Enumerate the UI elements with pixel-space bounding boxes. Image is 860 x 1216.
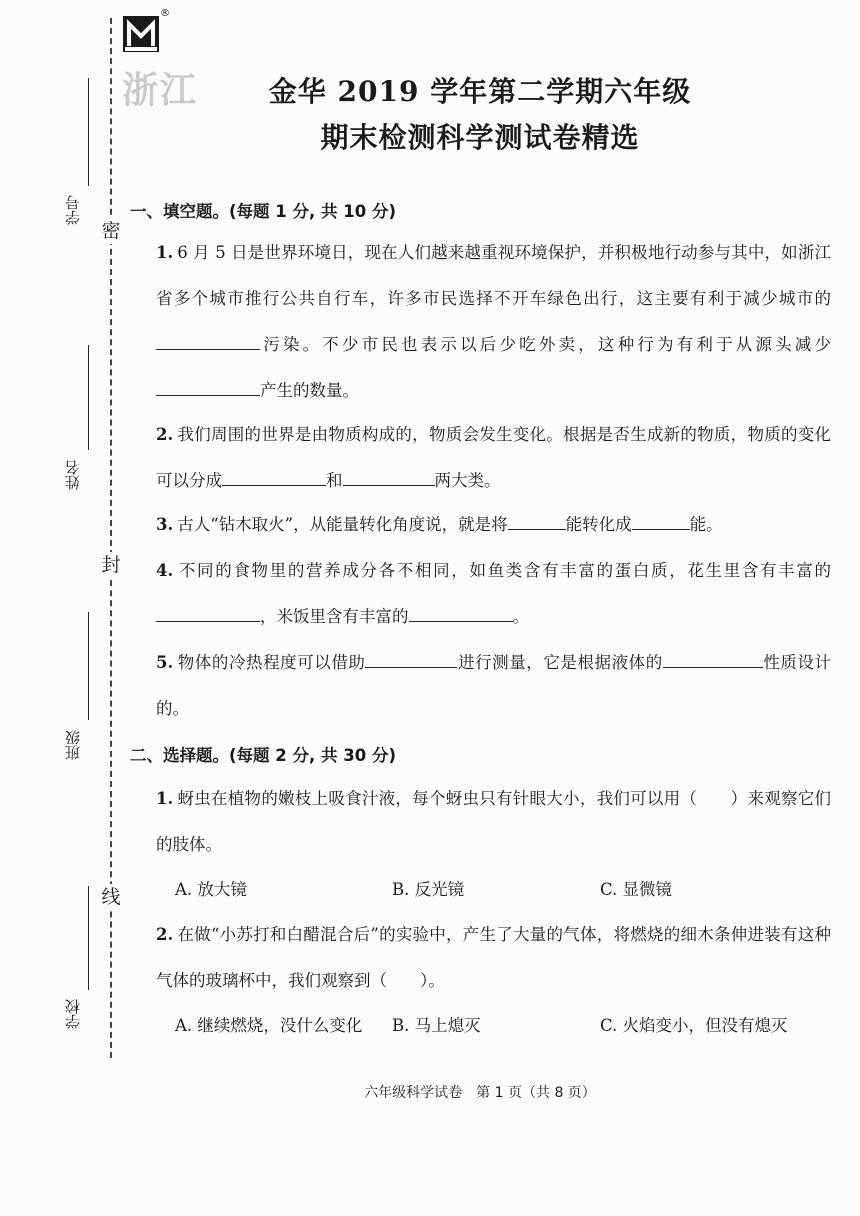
question-text: 我们周围的世界是由物质构成的，物质会发生变化。根据是否生成新的物质，物质的变化可以分成 xyxy=(156,425,831,490)
question-text: 物体的冷热程度可以借助 xyxy=(177,653,366,672)
question-text: 不同的食物里的营养成分各不相同，如鱼类含有丰富的蛋白质，花生里含有丰富的 xyxy=(177,561,831,580)
answer-blank[interactable] xyxy=(222,469,326,486)
fill-question-4 xyxy=(156,548,831,640)
question-text: 进行测量，它是根据液体的 xyxy=(457,653,663,672)
question-text: ，米饭里含有丰富的 xyxy=(260,607,409,626)
answer-blank[interactable] xyxy=(156,333,260,350)
answer-blank[interactable] xyxy=(156,605,260,622)
page-title-line1: 金华 2019 学年第二学期六年级 xyxy=(268,75,692,108)
question-text: 能转化成 xyxy=(565,515,632,534)
publisher-logo-icon xyxy=(121,14,161,54)
choice-question-1 xyxy=(156,776,831,868)
registered-mark: ® xyxy=(160,8,170,19)
page-footer: 六年级科学试卷 第 1 页（共 8 页） xyxy=(364,1085,596,1101)
question-text: 6 月 5 日是世界环境日，现在人们越来越重视环境保护，并积极地行动参与其中，如浙江省多个城市推行公共自行车，许多市民选择不开车绿色出行，这主要有利于减少城市的 xyxy=(156,243,831,308)
answer-blank[interactable] xyxy=(409,605,513,622)
answer-blank[interactable] xyxy=(156,379,260,396)
question-text: 。 xyxy=(512,607,529,626)
choice-option-c[interactable]: C. 显微镜 xyxy=(600,880,673,899)
choice-option-c[interactable]: C. 火焰变小，但没有熄灭 xyxy=(600,1016,788,1035)
fill-question-3 xyxy=(156,502,831,548)
question-number: 2. xyxy=(156,425,174,444)
question-number: 4. xyxy=(156,561,174,580)
class-label: 班级 xyxy=(64,730,82,760)
choice-option-b[interactable]: B. 反光镜 xyxy=(392,880,465,899)
question-text: 和 xyxy=(326,471,343,490)
question-number: 1. xyxy=(156,243,174,262)
question-text: 能。 xyxy=(689,515,723,534)
fill-question-5 xyxy=(156,640,831,732)
question-text: 产生的数量。 xyxy=(260,381,359,400)
question-number: 5. xyxy=(156,653,174,672)
logo-brand-text: 浙江 xyxy=(122,70,199,111)
section-fill-blank-heading: 一、填空题。(每题 1 分, 共 10 分) xyxy=(130,202,397,221)
choice-question-2 xyxy=(156,912,831,1004)
question-text: 两大类。 xyxy=(434,471,501,490)
question-text: 在做“小苏打和白醋混合后”的实验中，产生了大量的气体，将燃烧的细木条伸进装有这种气体的玻璃杯中，我们观察到（ ）。 xyxy=(156,925,831,990)
answer-blank[interactable] xyxy=(632,513,690,530)
question-number: 3. xyxy=(156,515,174,534)
question-text: 古人“钻木取火”，从能量转化角度说，就是将 xyxy=(177,515,508,534)
question-number: 1. xyxy=(156,789,174,808)
question-text: 污染。不少市民也表示以后少吃外卖，这种行为有利于从源头减少 xyxy=(260,335,831,354)
name-label: 姓名 xyxy=(64,460,82,490)
binding-char-feng: 封 xyxy=(98,552,124,578)
class-line xyxy=(88,612,89,720)
answer-blank[interactable] xyxy=(508,513,566,530)
question-text: 蚜虫在植物的嫩枝上吸食汁液，每个蚜虫只有针眼大小，我们可以用（ ）来观察它们的肢体。 xyxy=(156,789,831,854)
binding-char-mi: 密 xyxy=(98,218,124,244)
binding-char-xian: 线 xyxy=(98,884,124,910)
student-id-label: 学号 xyxy=(64,195,82,225)
fill-question-1 xyxy=(156,230,831,414)
answer-blank[interactable] xyxy=(365,651,457,668)
school-line xyxy=(88,886,89,990)
choice-option-b[interactable]: B. 马上熄灭 xyxy=(392,1016,481,1035)
name-line xyxy=(88,345,89,450)
answer-blank[interactable] xyxy=(663,651,763,668)
school-label: 学校 xyxy=(64,999,82,1029)
page-title-line2: 期末检测科学测试卷精选 xyxy=(320,121,640,154)
fill-question-2 xyxy=(156,412,831,504)
section-choice-heading: 二、选择题。(每题 2 分, 共 30 分) xyxy=(130,746,397,765)
answer-blank[interactable] xyxy=(343,469,435,486)
choice-option-a[interactable]: A. 继续燃烧，没什么变化 xyxy=(175,1016,363,1035)
question-number: 2. xyxy=(156,925,174,944)
question-text: 性质设计的。 xyxy=(156,653,832,718)
choice-option-a[interactable]: A. 放大镜 xyxy=(175,880,247,899)
